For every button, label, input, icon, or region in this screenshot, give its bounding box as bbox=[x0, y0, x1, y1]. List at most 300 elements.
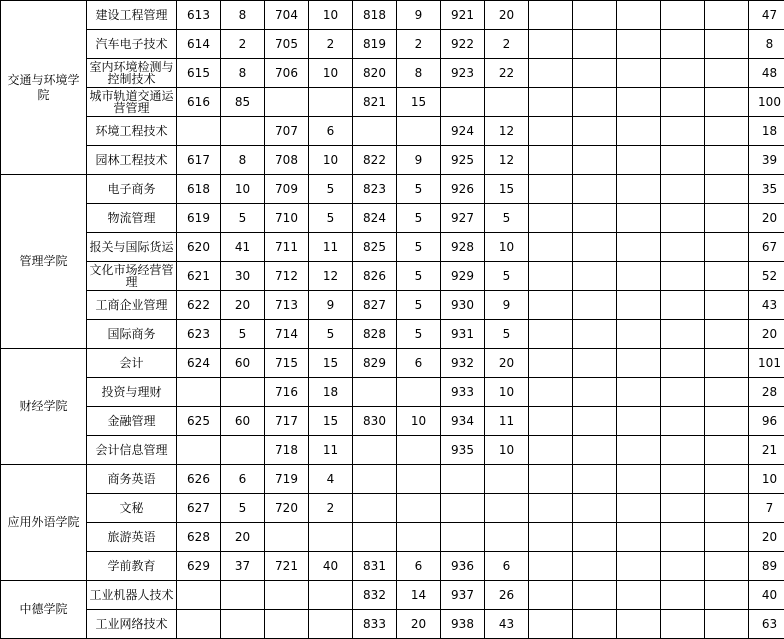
empty-cell bbox=[529, 30, 573, 59]
empty-cell bbox=[529, 436, 573, 465]
count-cell: 10 bbox=[485, 378, 529, 407]
empty-cell bbox=[705, 378, 749, 407]
empty-cell bbox=[617, 30, 661, 59]
empty-cell bbox=[529, 523, 573, 552]
code-cell: 827 bbox=[353, 291, 397, 320]
empty-cell bbox=[573, 88, 617, 117]
major-cell: 环境工程技术 bbox=[87, 117, 177, 146]
table-row bbox=[1, 320, 784, 349]
count-cell: 9 bbox=[309, 291, 353, 320]
count-cell bbox=[221, 117, 265, 146]
total-cell: 63 bbox=[749, 610, 784, 639]
major-cell: 商务英语 bbox=[87, 465, 177, 494]
empty-cell bbox=[529, 320, 573, 349]
count-cell: 5 bbox=[397, 291, 441, 320]
code-cell: 832 bbox=[353, 581, 397, 610]
total-cell: 8 bbox=[749, 30, 784, 59]
code-cell bbox=[265, 581, 309, 610]
college-cell: 应用外语学院 bbox=[1, 465, 87, 581]
count-cell bbox=[397, 494, 441, 523]
count-cell: 85 bbox=[221, 88, 265, 117]
empty-cell bbox=[661, 407, 705, 436]
code-cell: 620 bbox=[177, 233, 221, 262]
code-cell: 924 bbox=[441, 117, 485, 146]
code-cell: 931 bbox=[441, 320, 485, 349]
code-cell bbox=[441, 523, 485, 552]
code-cell: 715 bbox=[265, 349, 309, 378]
code-cell: 714 bbox=[265, 320, 309, 349]
empty-cell bbox=[661, 378, 705, 407]
code-cell: 828 bbox=[353, 320, 397, 349]
count-cell: 5 bbox=[221, 494, 265, 523]
count-cell: 12 bbox=[485, 117, 529, 146]
code-cell: 821 bbox=[353, 88, 397, 117]
code-cell: 718 bbox=[265, 436, 309, 465]
table-row bbox=[1, 59, 784, 88]
empty-cell bbox=[617, 233, 661, 262]
count-cell: 41 bbox=[221, 233, 265, 262]
code-cell: 833 bbox=[353, 610, 397, 639]
count-cell: 22 bbox=[485, 59, 529, 88]
code-cell bbox=[353, 465, 397, 494]
table-row bbox=[1, 436, 784, 465]
code-cell: 934 bbox=[441, 407, 485, 436]
code-cell: 826 bbox=[353, 262, 397, 291]
code-cell: 818 bbox=[353, 1, 397, 30]
major-cell: 文化市场经营管理 bbox=[87, 262, 177, 291]
code-cell: 708 bbox=[265, 146, 309, 175]
major-cell: 旅游英语 bbox=[87, 523, 177, 552]
empty-cell bbox=[705, 175, 749, 204]
empty-cell bbox=[661, 1, 705, 30]
empty-cell bbox=[661, 88, 705, 117]
code-cell: 618 bbox=[177, 175, 221, 204]
empty-cell bbox=[705, 494, 749, 523]
table-row bbox=[1, 175, 784, 204]
code-cell: 616 bbox=[177, 88, 221, 117]
count-cell: 14 bbox=[397, 581, 441, 610]
major-cell: 园林工程技术 bbox=[87, 146, 177, 175]
code-cell: 623 bbox=[177, 320, 221, 349]
major-cell: 会计 bbox=[87, 349, 177, 378]
table-row bbox=[1, 610, 784, 639]
count-cell: 4 bbox=[309, 465, 353, 494]
empty-cell bbox=[705, 523, 749, 552]
count-cell bbox=[309, 523, 353, 552]
table-row bbox=[1, 378, 784, 407]
table-row bbox=[1, 465, 784, 494]
count-cell: 6 bbox=[397, 349, 441, 378]
count-cell: 18 bbox=[309, 378, 353, 407]
major-cell: 建设工程管理 bbox=[87, 1, 177, 30]
empty-cell bbox=[573, 523, 617, 552]
count-cell: 37 bbox=[221, 552, 265, 581]
table-row bbox=[1, 552, 784, 581]
count-cell: 60 bbox=[221, 349, 265, 378]
empty-cell bbox=[705, 59, 749, 88]
code-cell: 820 bbox=[353, 59, 397, 88]
code-cell: 936 bbox=[441, 552, 485, 581]
count-cell bbox=[309, 88, 353, 117]
count-cell bbox=[309, 610, 353, 639]
empty-cell bbox=[661, 204, 705, 233]
empty-cell bbox=[705, 407, 749, 436]
code-cell: 617 bbox=[177, 146, 221, 175]
empty-cell bbox=[617, 465, 661, 494]
total-cell: 28 bbox=[749, 378, 784, 407]
empty-cell bbox=[661, 117, 705, 146]
code-cell: 825 bbox=[353, 233, 397, 262]
total-cell: 21 bbox=[749, 436, 784, 465]
empty-cell bbox=[617, 59, 661, 88]
count-cell: 2 bbox=[309, 494, 353, 523]
count-cell: 15 bbox=[309, 349, 353, 378]
count-cell: 20 bbox=[397, 610, 441, 639]
code-cell: 927 bbox=[441, 204, 485, 233]
code-cell: 720 bbox=[265, 494, 309, 523]
count-cell: 40 bbox=[309, 552, 353, 581]
code-cell: 829 bbox=[353, 349, 397, 378]
count-cell: 2 bbox=[221, 30, 265, 59]
code-cell: 619 bbox=[177, 204, 221, 233]
count-cell: 6 bbox=[485, 552, 529, 581]
table-row bbox=[1, 349, 784, 378]
empty-cell bbox=[529, 262, 573, 291]
empty-cell bbox=[661, 291, 705, 320]
code-cell bbox=[177, 117, 221, 146]
count-cell: 10 bbox=[309, 146, 353, 175]
code-cell: 706 bbox=[265, 59, 309, 88]
count-cell: 5 bbox=[309, 175, 353, 204]
count-cell bbox=[485, 494, 529, 523]
count-cell: 5 bbox=[309, 320, 353, 349]
table-row bbox=[1, 88, 784, 117]
empty-cell bbox=[573, 465, 617, 494]
empty-cell bbox=[661, 146, 705, 175]
empty-cell bbox=[661, 320, 705, 349]
total-cell: 20 bbox=[749, 523, 784, 552]
code-cell: 819 bbox=[353, 30, 397, 59]
code-cell bbox=[177, 436, 221, 465]
empty-cell bbox=[617, 407, 661, 436]
table-row bbox=[1, 1, 784, 30]
code-cell: 615 bbox=[177, 59, 221, 88]
count-cell: 10 bbox=[309, 1, 353, 30]
empty-cell bbox=[705, 581, 749, 610]
count-cell bbox=[485, 88, 529, 117]
empty-cell bbox=[617, 320, 661, 349]
total-cell: 96 bbox=[749, 407, 784, 436]
code-cell: 719 bbox=[265, 465, 309, 494]
code-cell: 629 bbox=[177, 552, 221, 581]
total-cell: 100 bbox=[749, 88, 784, 117]
count-cell: 5 bbox=[397, 262, 441, 291]
empty-cell bbox=[529, 378, 573, 407]
empty-cell bbox=[529, 407, 573, 436]
empty-cell bbox=[573, 117, 617, 146]
empty-cell bbox=[617, 175, 661, 204]
empty-cell bbox=[573, 204, 617, 233]
code-cell bbox=[353, 494, 397, 523]
count-cell: 8 bbox=[397, 59, 441, 88]
count-cell: 5 bbox=[309, 204, 353, 233]
count-cell bbox=[397, 523, 441, 552]
empty-cell bbox=[705, 88, 749, 117]
empty-cell bbox=[661, 59, 705, 88]
major-cell: 学前教育 bbox=[87, 552, 177, 581]
code-cell: 823 bbox=[353, 175, 397, 204]
major-cell: 投资与理财 bbox=[87, 378, 177, 407]
empty-cell bbox=[529, 175, 573, 204]
count-cell bbox=[221, 436, 265, 465]
code-cell: 627 bbox=[177, 494, 221, 523]
count-cell: 11 bbox=[309, 233, 353, 262]
table-row bbox=[1, 204, 784, 233]
college-cell: 财经学院 bbox=[1, 349, 87, 465]
total-cell: 7 bbox=[749, 494, 784, 523]
major-cell: 工业网络技术 bbox=[87, 610, 177, 639]
empty-cell bbox=[661, 233, 705, 262]
empty-cell bbox=[573, 175, 617, 204]
empty-cell bbox=[573, 262, 617, 291]
code-cell: 710 bbox=[265, 204, 309, 233]
code-cell: 628 bbox=[177, 523, 221, 552]
empty-cell bbox=[705, 349, 749, 378]
code-cell: 928 bbox=[441, 233, 485, 262]
count-cell: 2 bbox=[309, 30, 353, 59]
count-cell: 8 bbox=[221, 1, 265, 30]
total-cell: 89 bbox=[749, 552, 784, 581]
count-cell: 5 bbox=[485, 320, 529, 349]
count-cell: 26 bbox=[485, 581, 529, 610]
total-cell: 40 bbox=[749, 581, 784, 610]
count-cell bbox=[221, 610, 265, 639]
empty-cell bbox=[573, 436, 617, 465]
empty-cell bbox=[573, 494, 617, 523]
code-cell: 712 bbox=[265, 262, 309, 291]
empty-cell bbox=[617, 349, 661, 378]
code-cell: 926 bbox=[441, 175, 485, 204]
empty-cell bbox=[617, 117, 661, 146]
count-cell: 10 bbox=[309, 59, 353, 88]
total-cell: 67 bbox=[749, 233, 784, 262]
count-cell: 5 bbox=[397, 175, 441, 204]
empty-cell bbox=[705, 320, 749, 349]
code-cell bbox=[353, 523, 397, 552]
code-cell: 716 bbox=[265, 378, 309, 407]
code-cell: 933 bbox=[441, 378, 485, 407]
count-cell bbox=[485, 465, 529, 494]
empty-cell bbox=[573, 320, 617, 349]
empty-cell bbox=[661, 465, 705, 494]
empty-cell bbox=[617, 581, 661, 610]
empty-cell bbox=[573, 407, 617, 436]
count-cell bbox=[397, 436, 441, 465]
count-cell: 5 bbox=[221, 320, 265, 349]
empty-cell bbox=[573, 378, 617, 407]
code-cell: 822 bbox=[353, 146, 397, 175]
table-row bbox=[1, 117, 784, 146]
code-cell: 929 bbox=[441, 262, 485, 291]
code-cell bbox=[265, 523, 309, 552]
count-cell bbox=[221, 378, 265, 407]
empty-cell bbox=[573, 59, 617, 88]
count-cell: 20 bbox=[221, 523, 265, 552]
code-cell: 711 bbox=[265, 233, 309, 262]
empty-cell bbox=[705, 465, 749, 494]
empty-cell bbox=[661, 262, 705, 291]
major-cell: 报关与国际货运 bbox=[87, 233, 177, 262]
college-cell: 中德学院 bbox=[1, 581, 87, 639]
empty-cell bbox=[705, 436, 749, 465]
empty-cell bbox=[529, 581, 573, 610]
major-cell: 工业机器人技术 bbox=[87, 581, 177, 610]
major-cell: 国际商务 bbox=[87, 320, 177, 349]
count-cell bbox=[397, 117, 441, 146]
empty-cell bbox=[661, 552, 705, 581]
code-cell bbox=[441, 465, 485, 494]
total-cell: 18 bbox=[749, 117, 784, 146]
code-cell: 830 bbox=[353, 407, 397, 436]
code-cell: 707 bbox=[265, 117, 309, 146]
count-cell: 9 bbox=[397, 146, 441, 175]
code-cell: 721 bbox=[265, 552, 309, 581]
code-cell: 831 bbox=[353, 552, 397, 581]
code-cell: 824 bbox=[353, 204, 397, 233]
count-cell: 20 bbox=[221, 291, 265, 320]
code-cell: 930 bbox=[441, 291, 485, 320]
count-cell: 20 bbox=[485, 1, 529, 30]
table-row bbox=[1, 262, 784, 291]
code-cell: 614 bbox=[177, 30, 221, 59]
empty-cell bbox=[529, 204, 573, 233]
empty-cell bbox=[529, 494, 573, 523]
empty-cell bbox=[617, 552, 661, 581]
table-row bbox=[1, 146, 784, 175]
total-cell: 20 bbox=[749, 204, 784, 233]
code-cell: 705 bbox=[265, 30, 309, 59]
major-cell: 室内环境检测与控制技术 bbox=[87, 59, 177, 88]
code-cell bbox=[353, 117, 397, 146]
count-cell: 9 bbox=[485, 291, 529, 320]
major-cell: 电子商务 bbox=[87, 175, 177, 204]
empty-cell bbox=[529, 1, 573, 30]
code-cell: 921 bbox=[441, 1, 485, 30]
code-cell: 624 bbox=[177, 349, 221, 378]
count-cell: 8 bbox=[221, 146, 265, 175]
count-cell bbox=[397, 465, 441, 494]
empty-cell bbox=[573, 349, 617, 378]
empty-cell bbox=[617, 146, 661, 175]
code-cell: 626 bbox=[177, 465, 221, 494]
major-cell: 汽车电子技术 bbox=[87, 30, 177, 59]
count-cell: 9 bbox=[397, 1, 441, 30]
table-row bbox=[1, 407, 784, 436]
empty-cell bbox=[617, 436, 661, 465]
total-cell: 48 bbox=[749, 59, 784, 88]
table-body bbox=[1, 1, 784, 639]
table-row bbox=[1, 581, 784, 610]
major-cell: 文秘 bbox=[87, 494, 177, 523]
empty-cell bbox=[529, 59, 573, 88]
empty-cell bbox=[705, 610, 749, 639]
empty-cell bbox=[529, 88, 573, 117]
total-cell: 20 bbox=[749, 320, 784, 349]
count-cell: 10 bbox=[485, 436, 529, 465]
empty-cell bbox=[529, 146, 573, 175]
count-cell bbox=[309, 581, 353, 610]
empty-cell bbox=[661, 349, 705, 378]
empty-cell bbox=[529, 233, 573, 262]
major-cell: 工商企业管理 bbox=[87, 291, 177, 320]
total-cell: 47 bbox=[749, 1, 784, 30]
empty-cell bbox=[617, 494, 661, 523]
code-cell: 704 bbox=[265, 1, 309, 30]
table-row bbox=[1, 494, 784, 523]
count-cell: 10 bbox=[397, 407, 441, 436]
count-cell: 60 bbox=[221, 407, 265, 436]
code-cell: 938 bbox=[441, 610, 485, 639]
empty-cell bbox=[705, 1, 749, 30]
count-cell: 6 bbox=[397, 552, 441, 581]
count-cell: 5 bbox=[397, 233, 441, 262]
total-cell: 101 bbox=[749, 349, 784, 378]
empty-cell bbox=[617, 204, 661, 233]
table-row bbox=[1, 291, 784, 320]
empty-cell bbox=[661, 436, 705, 465]
empty-cell bbox=[573, 291, 617, 320]
empty-cell bbox=[573, 552, 617, 581]
empty-cell bbox=[617, 291, 661, 320]
count-cell: 12 bbox=[485, 146, 529, 175]
total-cell: 10 bbox=[749, 465, 784, 494]
major-cell: 城市轨道交通运营管理 bbox=[87, 88, 177, 117]
code-cell: 713 bbox=[265, 291, 309, 320]
count-cell bbox=[397, 378, 441, 407]
code-cell: 923 bbox=[441, 59, 485, 88]
empty-cell bbox=[617, 1, 661, 30]
empty-cell bbox=[617, 262, 661, 291]
count-cell: 15 bbox=[485, 175, 529, 204]
code-cell bbox=[177, 378, 221, 407]
count-cell: 10 bbox=[221, 175, 265, 204]
code-cell bbox=[177, 581, 221, 610]
count-cell: 15 bbox=[397, 88, 441, 117]
code-cell: 717 bbox=[265, 407, 309, 436]
count-cell: 6 bbox=[309, 117, 353, 146]
code-cell bbox=[177, 610, 221, 639]
count-cell: 12 bbox=[309, 262, 353, 291]
empty-cell bbox=[573, 146, 617, 175]
code-cell bbox=[441, 88, 485, 117]
empty-cell bbox=[705, 262, 749, 291]
code-cell: 925 bbox=[441, 146, 485, 175]
major-cell: 金融管理 bbox=[87, 407, 177, 436]
empty-cell bbox=[661, 175, 705, 204]
count-cell: 2 bbox=[485, 30, 529, 59]
code-cell: 709 bbox=[265, 175, 309, 204]
count-cell: 30 bbox=[221, 262, 265, 291]
count-cell: 5 bbox=[485, 262, 529, 291]
count-cell: 11 bbox=[309, 436, 353, 465]
count-cell: 15 bbox=[309, 407, 353, 436]
empty-cell bbox=[617, 88, 661, 117]
code-cell: 937 bbox=[441, 581, 485, 610]
count-cell: 43 bbox=[485, 610, 529, 639]
count-cell: 8 bbox=[221, 59, 265, 88]
empty-cell bbox=[617, 378, 661, 407]
count-cell: 20 bbox=[485, 349, 529, 378]
